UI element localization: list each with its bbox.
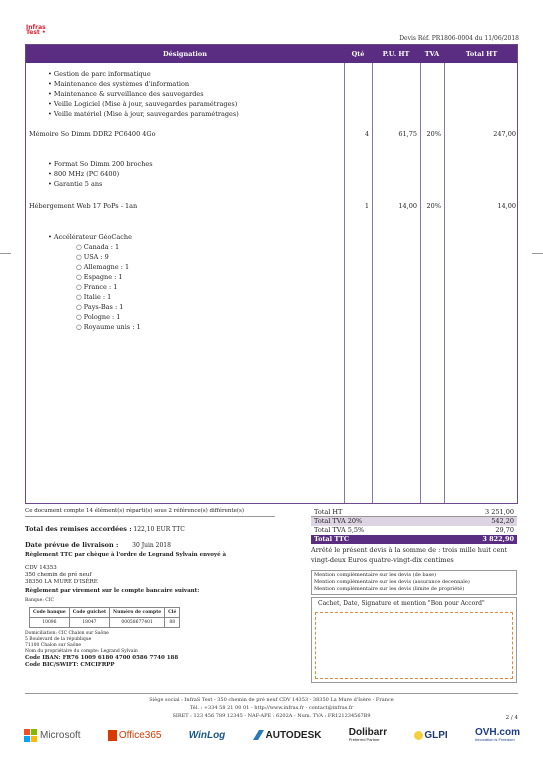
total-ht-row xyxy=(311,508,517,517)
col-pu: P.U. HT xyxy=(382,50,410,58)
address-line: 350 chemin de pré neuf xyxy=(25,572,92,578)
bank-value: 18047 xyxy=(69,618,109,628)
list-item: • Gestion de parc informatique xyxy=(48,70,151,78)
item2-total: 247,00 xyxy=(493,130,516,138)
glpi-label: GLPI xyxy=(424,729,448,741)
glpi-icon xyxy=(414,731,423,740)
autodesk-label: AUTODESK xyxy=(265,729,322,741)
item2-pu: 61,75 xyxy=(398,130,417,138)
item3-pu: 14,00 xyxy=(398,202,417,210)
fold-mark-right xyxy=(532,253,543,254)
logo-line2: Test • xyxy=(26,29,46,36)
autodesk-logo xyxy=(253,730,322,741)
quote-reference: Devis Réf. PR1806-0004 du 11/06/2018 xyxy=(399,35,519,42)
list-item: ○ Pologne : 1 xyxy=(76,313,121,321)
list-item: • Veille matériel (Mise à jour, sauvegardes paramétrages) xyxy=(48,110,239,118)
footer-line: SIRET : 123 456 789 12345 - NAF-APE : 6202A - Num. TVA : FR121234567B9 xyxy=(172,713,371,719)
cheque-address xyxy=(25,565,275,586)
page-number: 2 / 4 xyxy=(505,715,518,721)
autodesk-icon xyxy=(253,730,264,740)
bank-value: 00058677401 xyxy=(110,618,165,628)
bank-value: 10096 xyxy=(30,618,70,628)
total-ttc-row xyxy=(311,535,517,544)
item1-details xyxy=(48,69,239,119)
bank-name: Banque: CIC xyxy=(25,598,54,603)
total-ht-label: Total HT xyxy=(314,508,343,516)
bank-value: 88 xyxy=(165,618,180,628)
list-item: • Garantie 5 ans xyxy=(48,180,103,188)
item3-label: Hébergement Web 17 PoPs - 1an xyxy=(29,202,138,210)
bank-header: Code guichet xyxy=(69,608,109,618)
items-table xyxy=(25,44,518,504)
list-item: ○ France : 1 xyxy=(76,283,118,291)
item3-qty: 1 xyxy=(364,202,369,210)
microsoft-icon xyxy=(24,729,37,742)
item3-total: 14,00 xyxy=(497,202,516,210)
list-item: • Veille Logiciel (Mise à jour, sauvegardes paramétrages) xyxy=(48,100,238,108)
footer-divider xyxy=(25,693,518,694)
list-item: • Format So Dimm 200 broches xyxy=(48,160,153,168)
ovh-logo xyxy=(475,728,520,742)
office365-label: Office365 xyxy=(118,729,162,741)
total-tva20-value: 542,20 xyxy=(491,517,514,525)
bank-header: Code banque xyxy=(30,608,70,618)
item3-tva: 20% xyxy=(426,202,441,210)
iban: Code IBAN: FR76 1009 6180 4700 0586 7740 188 xyxy=(25,655,179,661)
list-item: ○ Allemagne : 1 xyxy=(76,263,130,271)
address-line: 38350 LA MURE D'ISÈRE xyxy=(25,579,98,585)
footer-line: Tél. : +334 58 21 00 01 - http://www.infras.fr - contact@infras.fr xyxy=(189,705,354,711)
dolibarr-sublabel: Preferred Partner xyxy=(348,737,380,742)
transfer-instructions: Règlement par virement sur le compte bancaire suivant: xyxy=(25,588,200,594)
cheque-instructions: Règlement TTC par chèque à l'ordre de Legrand Sylvain envoyé à xyxy=(25,552,227,558)
microsoft-logo xyxy=(24,729,81,742)
item2-qty: 4 xyxy=(364,130,369,138)
bank-details-table xyxy=(29,607,180,628)
ovh-sublabel: Innovation is Freedom xyxy=(474,737,515,742)
glpi-logo xyxy=(414,730,447,741)
col-total: Total HT xyxy=(465,50,498,58)
company-logo xyxy=(26,25,46,35)
list-item: ○ Italie : 1 xyxy=(76,293,112,301)
mention-line: Mention complémentaire sur les devis (assurance decennale) xyxy=(314,579,470,585)
bank-header: Numéro de compte xyxy=(110,608,165,618)
delivery-date-label: Date prévue de livraison : xyxy=(25,541,119,549)
col-qty: Qté xyxy=(351,50,365,58)
total-ht-value: 3 251,00 xyxy=(485,508,514,516)
total-tva55-row xyxy=(311,526,517,535)
office365-logo xyxy=(108,730,162,741)
col-tva: TVA xyxy=(424,50,440,58)
dolibarr-logo xyxy=(349,728,387,742)
item2-details xyxy=(48,159,153,189)
list-item: • Accélérateur GéoCache xyxy=(48,233,132,241)
col-designation: Désignation xyxy=(163,50,207,58)
signature-area[interactable] xyxy=(315,612,513,679)
totals-block xyxy=(311,508,517,683)
office-icon xyxy=(108,730,117,741)
list-item: • Maintenance & surveillance des sauvegardes xyxy=(48,90,204,98)
address-line: CDV 14353 xyxy=(25,565,57,571)
list-item: ○ USA : 9 xyxy=(76,253,109,261)
microsoft-label: Microsoft xyxy=(40,729,81,741)
domiciliation-line: 71100 Chalon sur Saône xyxy=(25,643,82,648)
payment-summary xyxy=(25,508,275,669)
domiciliation-line: Domiciliation: CIC Chalon sur Saône xyxy=(25,631,109,636)
table-header xyxy=(26,45,517,63)
ovh-label: OVH.com xyxy=(474,727,520,738)
item2-label: Mémoire So Dimm DDR2 PC6400 4Go xyxy=(29,130,156,138)
dolibarr-label: Dolibarr xyxy=(348,727,388,738)
footer-line: Siège social : InfraS Test - 350 chemin de pré neuf CDV 14353 - 38350 La Mure d'Isère - France xyxy=(149,697,394,703)
delivery-date-value: 30 Juin 2018 xyxy=(132,542,171,549)
list-item: ○ Royaume unis : 1 xyxy=(76,323,141,331)
fold-mark-left xyxy=(0,253,11,254)
mention-line: Mention complémentaire sur les devis (limite de propriété) xyxy=(314,586,465,592)
logo-line1: Infras xyxy=(26,24,46,31)
additional-mentions xyxy=(311,570,517,595)
total-tva20-label: Total TVA 20% xyxy=(314,517,363,525)
list-item: • Maintenance des systèmes d'information xyxy=(48,80,190,88)
remises-label: Total des remises accordées : xyxy=(25,525,132,533)
element-count: Ce document compte 14 élément(s) réparti(s) sous 2 référence(s) différente(s) xyxy=(25,508,275,517)
total-tva20-row xyxy=(311,517,517,526)
bank-header: Clé xyxy=(165,608,180,618)
list-item: • 800 MHz (PC 6400) xyxy=(48,170,120,178)
domiciliation-line: Nom du propriétaire du compte: Legrand Sylvain xyxy=(25,649,138,654)
total-ttc-label: Total TTC xyxy=(314,535,349,543)
item2-tva: 20% xyxy=(426,130,441,138)
company-footer xyxy=(0,696,543,720)
item3-details xyxy=(48,232,141,332)
mention-line: Mention complémentaire sur les devis (de base) xyxy=(314,572,437,578)
list-item: ○ Pays-Bas : 1 xyxy=(76,303,124,311)
list-item: ○ Espagne : 1 xyxy=(76,273,123,281)
partner-logos xyxy=(24,724,520,746)
amount-in-words: Arrêté le présent devis à la somme de : trois mille huit cent vingt-deux Euros quatre-vingt-dix centimes xyxy=(311,546,508,564)
winlog-label: WinLog xyxy=(188,729,226,741)
domiciliation xyxy=(25,631,275,655)
total-ttc-value: 3 822,90 xyxy=(482,535,514,543)
total-tva55-label: Total TVA 5,5% xyxy=(314,526,365,534)
remises-value: 122,10 EUR TTC xyxy=(133,526,185,533)
signature-label: Cachet, Date, Signature et mention "Bon pour Accord" xyxy=(318,600,485,607)
winlog-logo xyxy=(189,730,226,741)
bic: Code BIC/SWIFT: CMCIFRPP xyxy=(25,662,115,668)
list-item: ○ Canada : 1 xyxy=(76,243,120,251)
signature-box[interactable] xyxy=(311,597,517,683)
total-tva55-value: 29,70 xyxy=(495,526,514,534)
domiciliation-line: 5 Boulevard de la république xyxy=(25,637,92,642)
